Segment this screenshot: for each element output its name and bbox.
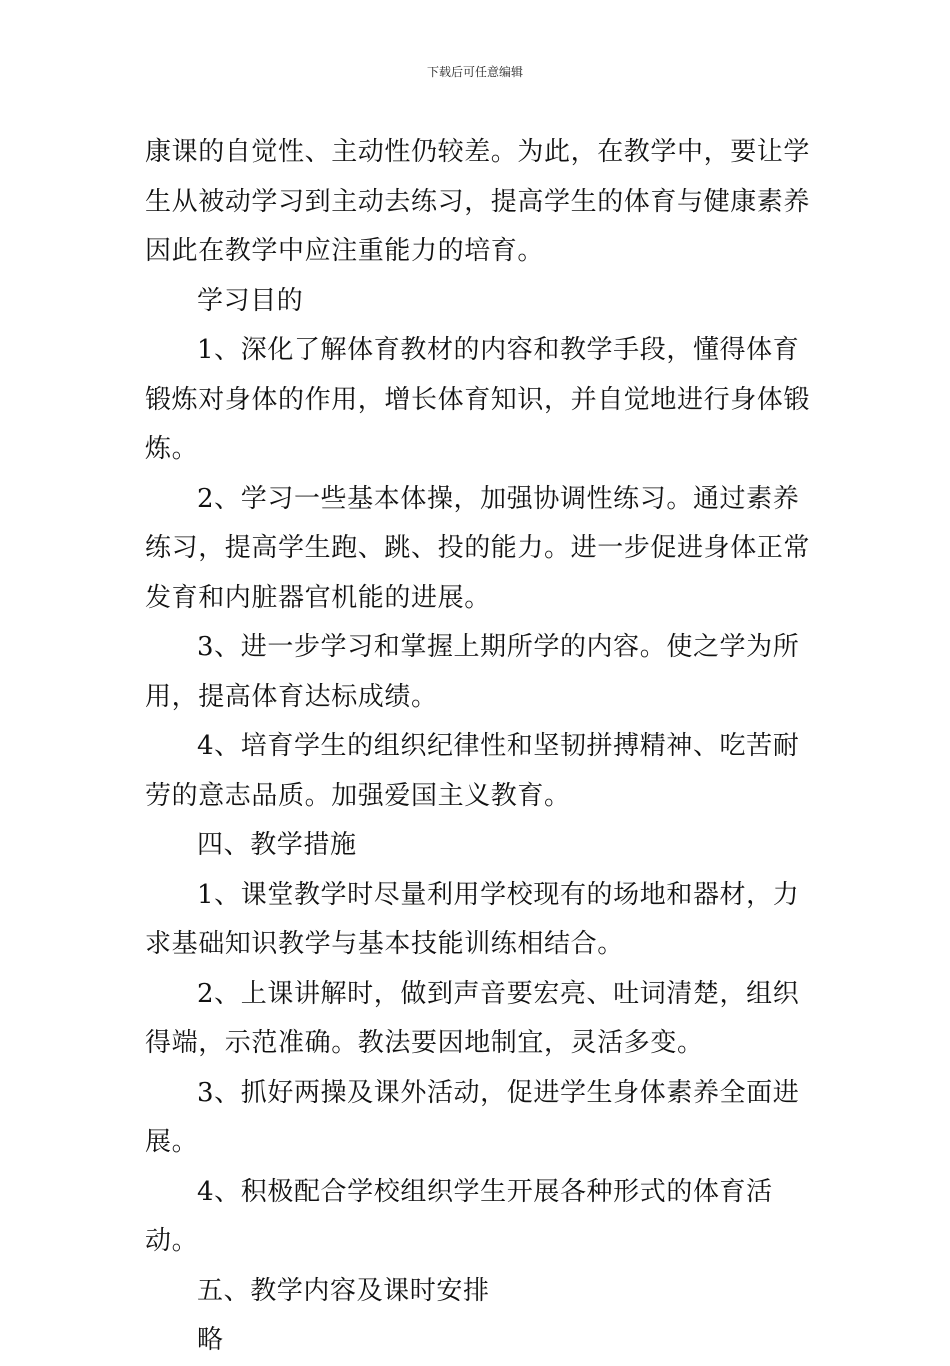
heading-teaching-measures: 四、教学措施 xyxy=(197,830,357,860)
paragraph-omitted: 略 xyxy=(197,1325,224,1355)
heading-learning-goals: 学习目的 xyxy=(197,285,304,316)
paragraph-measure-1: 1、课堂教学时尽量利用学校现有的场地和器材，力求基础知识教学与基本技能训练相结合。 xyxy=(145,879,800,959)
page-header: 下载后可任意编辑 xyxy=(426,65,523,79)
paragraph-measure-3: 3、抓好两操及课外活动，促进学生身体素养全面进展。 xyxy=(145,1077,800,1157)
document-body xyxy=(145,128,815,1366)
heading-content-schedule: 五、教学内容及课时安排 xyxy=(197,1275,490,1306)
paragraph-measure-2: 2、上课讲解时，做到声音要宏亮、吐词清楚，组织得端，示范准确。教法要因地制宜，灵活多变。 xyxy=(145,978,800,1058)
paragraph-goal-2: 2、学习一些基本体操，加强协调性练习。通过素养练习，提高学生跑、跳、投的能力。进一步促进身体正常发育和内脏器官机能的进展。 xyxy=(145,483,811,613)
paragraph-goal-3: 3、进一步学习和掌握上期所学的内容。使之学为所用，提高体育达标成绩。 xyxy=(145,632,800,712)
paragraph-intro: 康课的自觉性、主动性仍较差。为此，在教学中，要让学生从被动学习到主动去练习，提高学生的体育与健康素养因此在教学中应注重能力的培育。 xyxy=(145,137,811,266)
paragraph-measure-4: 4、积极配合学校组织学生开展各种形式的体育活动。 xyxy=(145,1176,773,1256)
paragraph-goal-4: 4、培育学生的组织纪律性和坚韧拼搏精神、吃苦耐劳的意志品质。加强爱国主义教育。 xyxy=(145,731,800,811)
paragraph-goal-1: 1、深化了解体育教材的内容和教学手段，懂得体育锻炼对身体的作用，增长体育知识，并自觉地进行身体锻炼。 xyxy=(145,335,811,464)
